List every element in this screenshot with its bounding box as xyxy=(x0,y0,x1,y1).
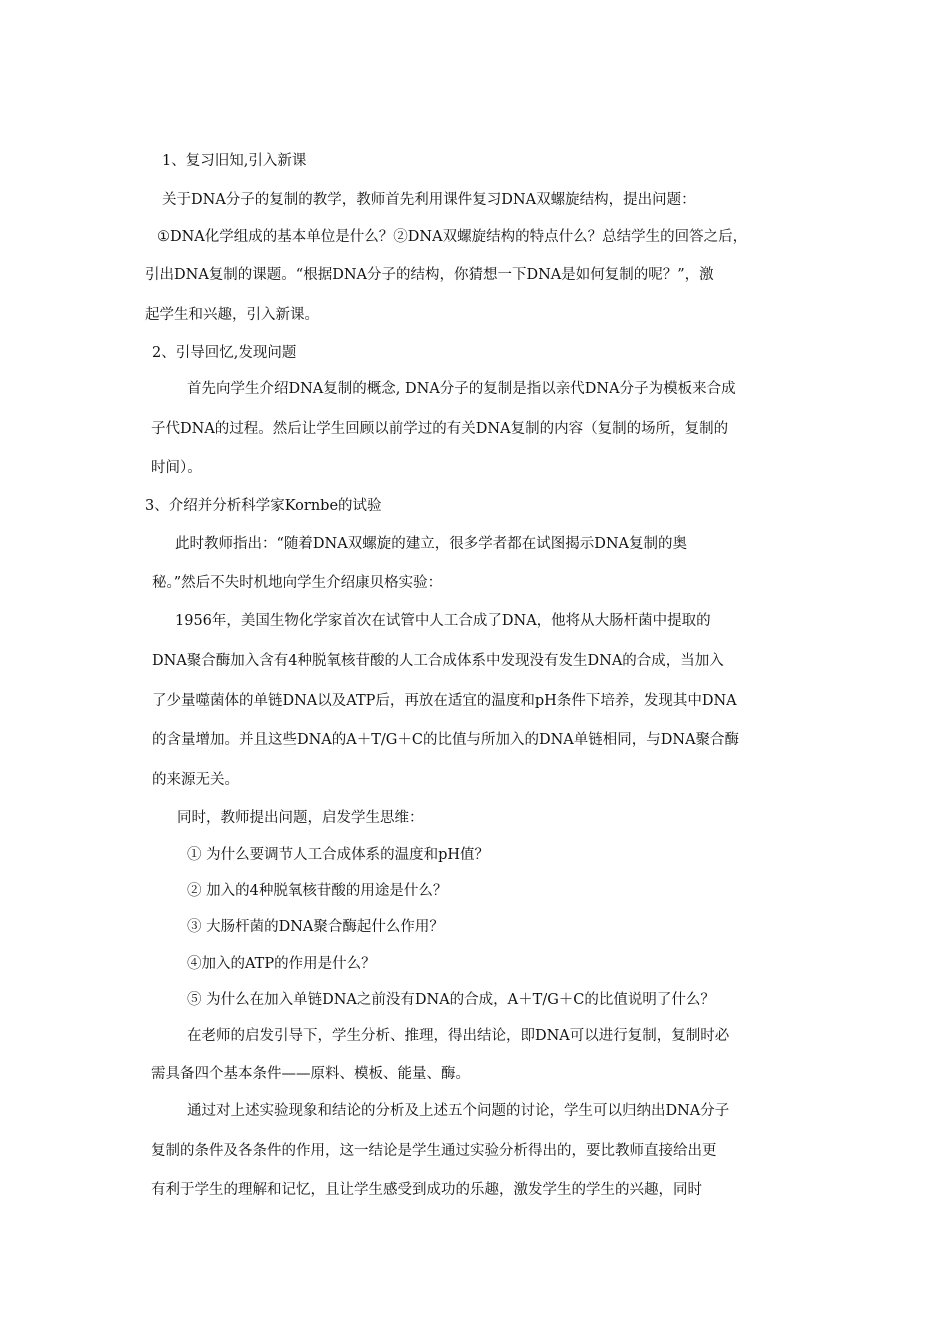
paragraph-line: 通过对上述实验现象和结论的分析及上述五个问题的讨论，学生可以归纳出DNA分子 xyxy=(187,1103,730,1119)
paragraph-line: DNA聚合酶加入含有4种脱氧核苷酸的人工合成体系中发现没有发生DNA的合成，当加入 xyxy=(152,653,724,669)
paragraph-line: 1956年，美国生物化学家首次在试管中人工合成了DNA，他将从大肠杆菌中提取的 xyxy=(175,613,711,629)
question-item: ① 为什么要调节人工合成体系的温度和pH值？ xyxy=(187,847,490,863)
paragraph-line: 起学生和兴趣，引入新课。 xyxy=(145,307,319,323)
paragraph-line: 关于DNA分子的复制的教学，教师首先利用课件复习DNA双螺旋结构，提出问题： xyxy=(162,192,696,208)
paragraph-line: 复制的条件及各条件的作用，这一结论是学生通过实验分析得出的，要比教师直接给出更 xyxy=(151,1143,717,1159)
paragraph-line: 在老师的启发引导下，学生分析、推理，得出结论，即DNA可以进行复制，复制时必 xyxy=(187,1028,730,1044)
question-item: ④加入的ATP的作用是什么？ xyxy=(187,956,376,972)
paragraph-line: ①DNA化学组成的基本单位是什么？②DNA双螺旋结构的特点什么？总结学生的回答之后， xyxy=(157,229,748,245)
paragraph-line: 的来源无关。 xyxy=(152,772,239,788)
heading-3: 3、介绍并分析科学家Kornbe的试验 xyxy=(145,498,382,514)
paragraph-line: 的含量增加。并且这些DNA的A＋T/G＋C的比值与所加入的DNA单链相同，与DNA聚合酶 xyxy=(152,732,740,748)
question-item: ② 加入的4种脱氧核苷酸的用途是什么？ xyxy=(187,883,448,899)
paragraph-line: 子代DNA的过程。然后让学生回顾以前学过的有关DNA复制的内容（复制的场所，复制的 xyxy=(151,421,729,437)
paragraph-line: 需具备四个基本条件——原料、模板、能量、酶。 xyxy=(151,1066,470,1082)
paragraph-line: 此时教师指出：“随着DNA双螺旋的建立，很多学者都在试图揭示DNA复制的奥 xyxy=(175,536,687,552)
question-item: ③ 大肠杆菌的DNA聚合酶起什么作用？ xyxy=(187,919,444,935)
question-item: ⑤ 为什么在加入单链DNA之前没有DNA的合成，A＋T/G＋C的比值说明了什么？ xyxy=(187,992,715,1008)
paragraph-line: 有利于学生的理解和记忆，且让学生感受到成功的乐趣，激发学生的学生的兴趣，同时 xyxy=(151,1182,702,1198)
paragraph-line: 同时，教师提出问题，启发学生思维： xyxy=(177,810,424,826)
paragraph-line: 时间）。 xyxy=(151,460,202,476)
heading-2: 2、引导回忆,发现问题 xyxy=(152,345,297,361)
paragraph-line: 引出DNA复制的课题。“根据DNA分子的结构，你猜想一下DNA是如何复制的呢？”，激 xyxy=(145,267,714,283)
paragraph-line: 首先向学生介绍DNA复制的概念, DNA分子的复制是指以亲代DNA分子为模板来合成 xyxy=(187,381,736,397)
paragraph-line: 了少量噬菌体的单链DNA以及ATP后，再放在适宜的温度和pH条件下培养，发现其中DNA xyxy=(152,693,737,709)
heading-1: 1、复习旧知,引入新课 xyxy=(162,153,307,169)
paragraph-line: 秘。”然后不失时机地向学生介绍康贝格实验： xyxy=(152,575,443,591)
